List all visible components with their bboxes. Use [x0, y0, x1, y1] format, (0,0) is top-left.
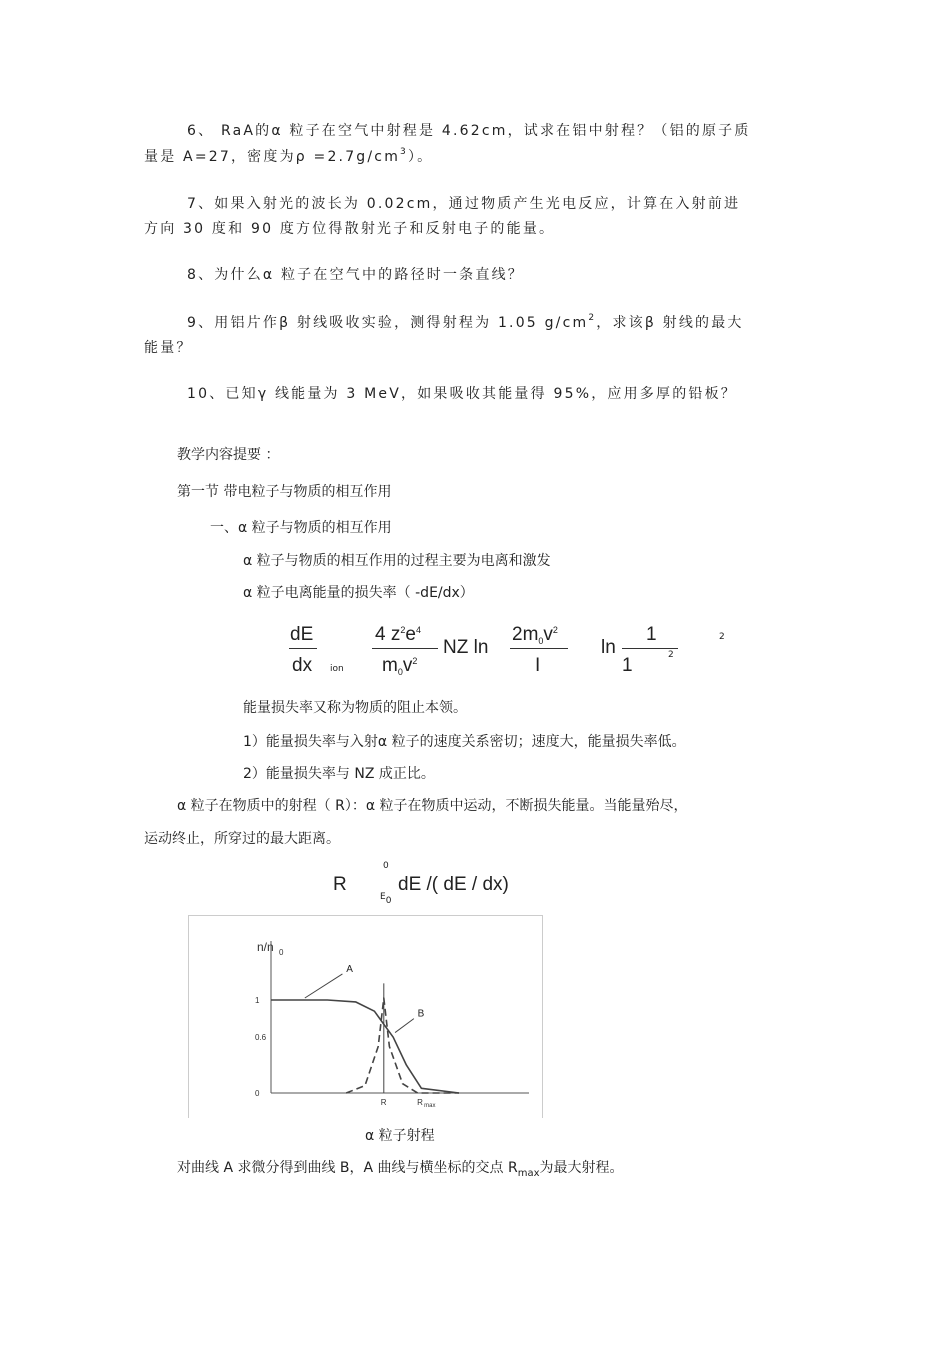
note-3: 2）能量损失率与 NZ 成正比。: [243, 766, 435, 782]
question-9-line2: 能量？: [144, 340, 193, 356]
question-6-sup: 3: [400, 147, 408, 157]
figure-caption: α 粒子射程: [365, 1128, 435, 1144]
y-axis-label: n/n: [257, 940, 274, 954]
alpha-range-chart: [189, 916, 542, 1118]
eq1-tail-sup: 2: [719, 632, 725, 642]
outline-line2: α 粒子电离能量的损失率（ -dE/dx）: [243, 585, 474, 601]
note-1: 能量损失率又称为物质的阻止本领。: [243, 700, 467, 716]
eq1-num2: $2m_0v^2$: [512, 624, 558, 646]
footer-text-1: 对曲线 A 求微分得到曲线 B，A 曲线与横坐标的交点 R: [177, 1160, 518, 1176]
y-axis-label-sub: 0: [279, 948, 284, 957]
y-tick-label: 0: [255, 1089, 260, 1098]
eq2-upper: 0: [383, 861, 389, 871]
range-figure-frame: [188, 915, 543, 1118]
eq1-num1: 4 $z^2e^4$: [375, 624, 421, 645]
series-B-line: [346, 998, 459, 1093]
question-10: 10、已知γ 线能量为 3 MeV，如果吸收其能量得 95%，应用多厚的铅板？: [187, 386, 737, 402]
eq1-num3: 1: [646, 624, 657, 645]
eq2-body: dE /( dE / dx): [398, 874, 509, 895]
note-2: 1）能量损失率与入射α 粒子的速度关系密切；速度大，能量损失率低。: [243, 734, 686, 750]
eq1-den2: I: [535, 655, 541, 676]
y-tick-label: 1: [255, 996, 260, 1005]
eq2-R: R: [333, 874, 347, 895]
eq1-dE: dE: [290, 624, 314, 645]
label-A-leader: [305, 974, 343, 998]
label-B-leader: [395, 1019, 414, 1033]
eq1-ln2: ln: [601, 637, 616, 658]
question-6-line2: [144, 146, 433, 166]
footer-text: [177, 1157, 624, 1177]
label-A: A: [346, 964, 353, 976]
note-4: α 粒子在物质中的射程（ R）：α 粒子在物质中运动，不断损失能量。当能量殆尽，: [177, 798, 688, 814]
outline-heading: 教学内容提要 ：: [177, 447, 280, 463]
question-9-text: 9、用铝片作β 射线吸收实验，测得射程为 1.05 g/cm: [187, 315, 589, 331]
x-tick-rmax-sub: max: [424, 1103, 436, 1109]
footer-sub: max: [517, 1168, 540, 1179]
eq1-dx: dx: [292, 655, 313, 676]
subsection-title: 一、α 粒子与物质的相互作用: [210, 520, 392, 536]
eq1-den1: $m_0v^2$: [382, 655, 418, 677]
question-7-line2: 方向 30 度和 90 度方位得散射光子和反射电子的能量。: [144, 221, 556, 237]
section-title: 第一节 带电粒子与物质的相互作用: [177, 484, 392, 500]
note-5: 运动终止，所穿过的最大距离。: [144, 831, 340, 847]
question-9-end: ，求该β 射线的最大: [596, 315, 744, 331]
x-tick-r: R: [380, 1098, 387, 1107]
outline-line1: α 粒子与物质的相互作用的过程主要为电离和激发: [243, 553, 551, 569]
question-6-end: ）。: [407, 149, 434, 165]
y-tick-label: 0.6: [255, 1033, 267, 1043]
eq1-den3-sup: 2: [668, 650, 674, 660]
eq2-lower: E0: [380, 892, 392, 906]
question-8: 8、为什么α 粒子在空气中的路径时一条直线？: [187, 267, 524, 283]
question-7-line1: 7、如果入射光的波长为 0.02cm，通过物质产生光电反应，计算在入射前进: [187, 196, 741, 212]
x-tick-rmax: R: [417, 1098, 423, 1107]
question-6-line1: 6、 RaA的α 粒子在空气中射程是 4.62cm，试求在铝中射程？（铝的原子质: [187, 123, 751, 139]
question-6-text: 量是 A=27，密度为ρ =2.7g/cm: [144, 149, 401, 165]
eq1-den3: 1: [622, 655, 633, 676]
eq1-ion: ion: [330, 664, 344, 674]
label-B: B: [417, 1008, 425, 1020]
question-9-sup: 2: [588, 313, 597, 323]
eq1-nz-ln: NZ ln: [443, 637, 489, 658]
series-A-line: [271, 1000, 459, 1093]
question-9-line1: [187, 312, 744, 332]
footer-text-2: 为最大射程。: [539, 1160, 624, 1176]
